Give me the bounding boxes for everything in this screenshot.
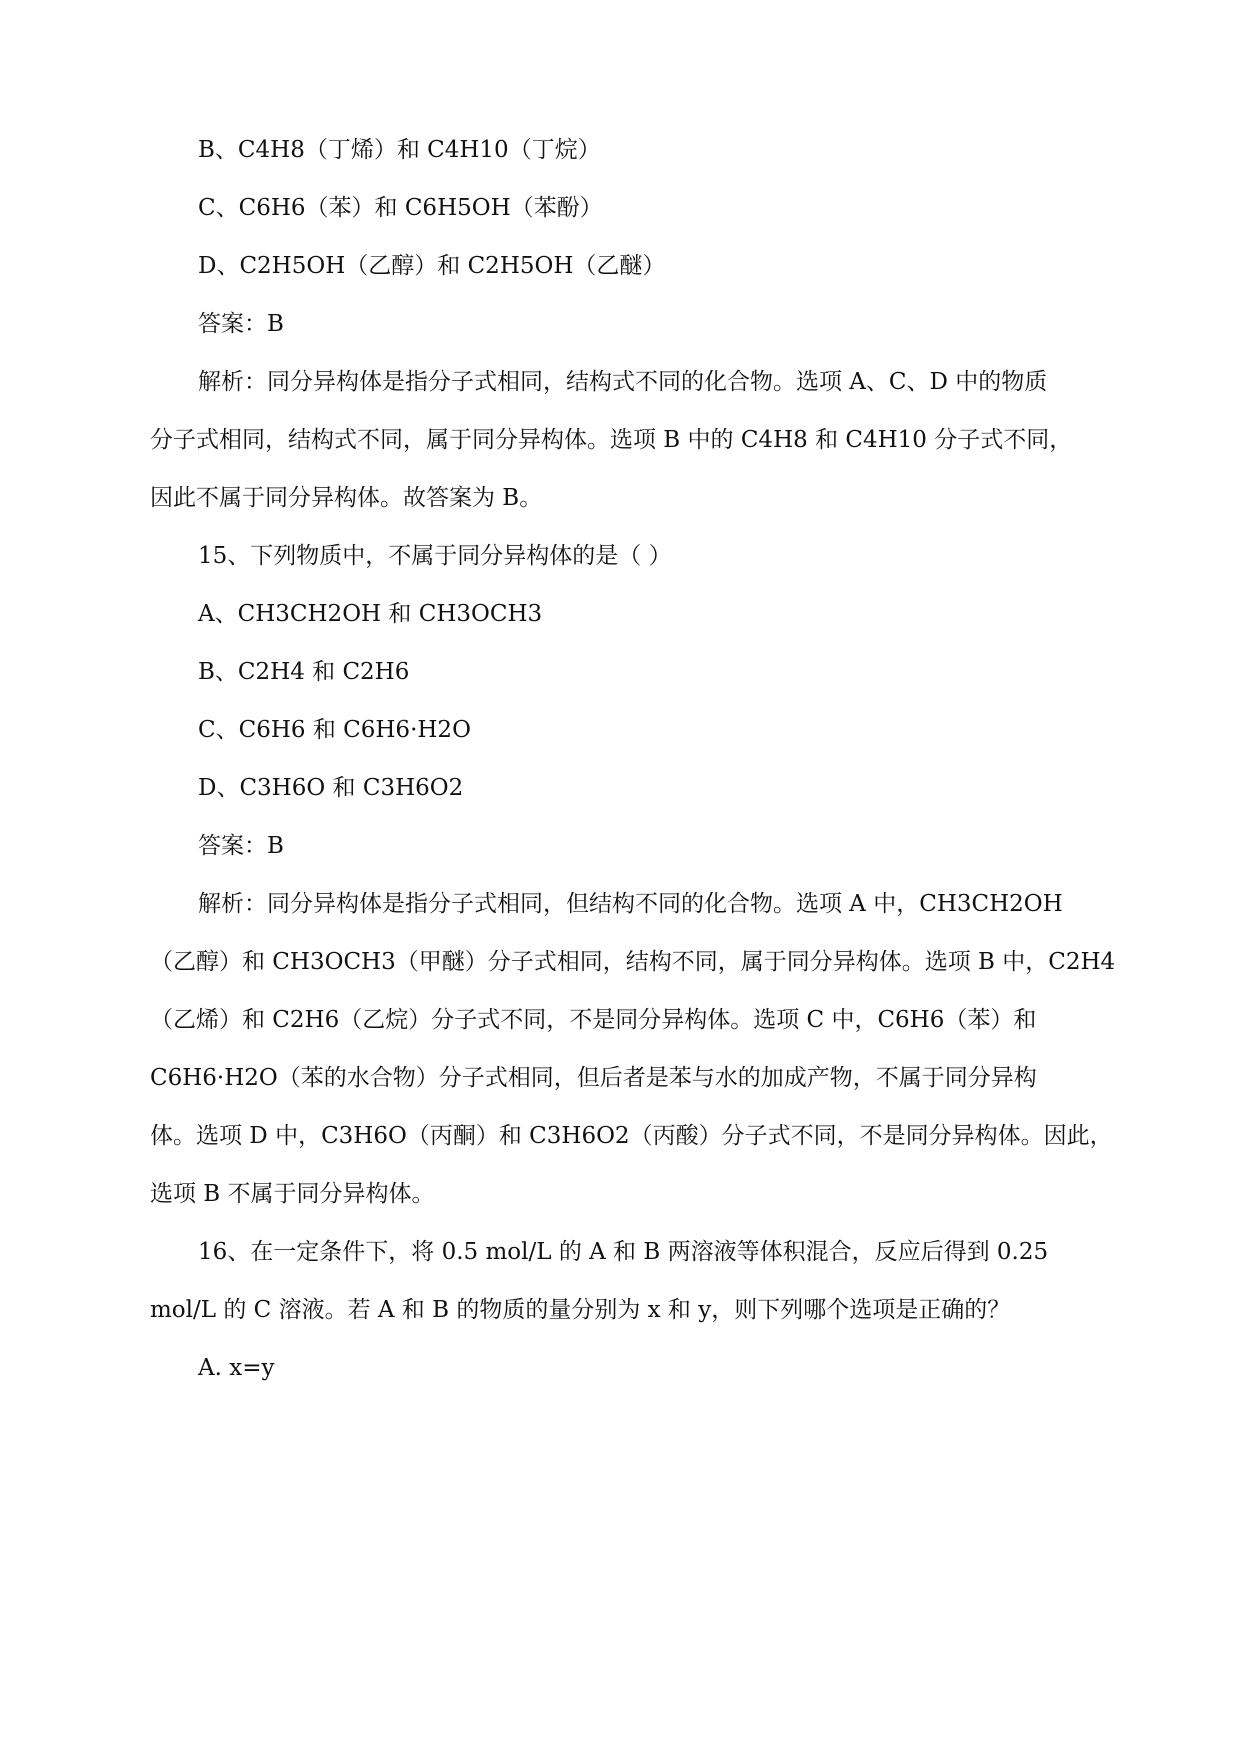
q15-analysis-line: 体。选项 D 中，C3H6O（丙酮）和 C3H6O2（丙酸）分子式不同，不是同分异构体。因此， <box>150 1123 1113 1149</box>
q15-analysis-line: C6H6·H2O（苯的水合物）分子式相同，但后者是苯与水的加成产物，不属于同分异构 <box>150 1065 1037 1091</box>
q14-analysis-line: 分子式相同，结构式不同，属于同分异构体。选项 B 中的 C4H8 和 C4H10 分子式不同， <box>150 427 1073 453</box>
q14-option-c: C、C6H6（苯）和 C6H5OH（苯酚） <box>198 195 603 221</box>
q15-analysis-line: （乙醇）和 CH3OCH3（甲醚）分子式相同，结构不同，属于同分异构体。选项 B 中，C2H4 <box>150 949 1116 975</box>
q14-analysis-line: 因此不属于同分异构体。故答案为 B。 <box>150 485 543 511</box>
q15-analysis-line: （乙烯）和 C2H6（乙烷）分子式不同，不是同分异构体。选项 C 中，C6H6（苯）和 <box>150 1007 1037 1033</box>
q16-option-a: A. x=y <box>198 1355 275 1381</box>
q15-stem: 15、下列物质中，不属于同分异构体的是（ ） <box>198 543 672 569</box>
q15-analysis-line: 选项 B 不属于同分异构体。 <box>150 1181 435 1207</box>
q15-option-c: C、C6H6 和 C6H6·H2O <box>198 717 471 743</box>
q16-stem-line: 16、在一定条件下，将 0.5 mol/L 的 A 和 B 两溶液等体积混合，反应后得到 0.25 <box>198 1239 1049 1265</box>
q16-stem-line: mol/L 的 C 溶液。若 A 和 B 的物质的量分别为 x 和 y，则下列哪个选项是正确的？ <box>150 1297 1011 1323</box>
q14-answer: 答案：B <box>198 311 284 337</box>
q15-option-d: D、C3H6O 和 C3H6O2 <box>198 775 464 801</box>
q14-analysis-line: 解析：同分异构体是指分子式相同，结构式不同的化合物。选项 A、C、D 中的物质 <box>198 369 1048 395</box>
q15-answer: 答案：B <box>198 833 284 859</box>
q15-option-a: A、CH3CH2OH 和 CH3OCH3 <box>198 601 543 627</box>
q14-option-d: D、C2H5OH（乙醇）和 C2H5OH（乙醚） <box>198 253 666 279</box>
q15-option-b: B、C2H4 和 C2H6 <box>198 659 410 685</box>
q14-option-b: B、C4H8（丁烯）和 C4H10（丁烷） <box>198 137 601 163</box>
q15-analysis-line: 解析：同分异构体是指分子式相同，但结构不同的化合物。选项 A 中，CH3CH2OH <box>198 891 1063 917</box>
